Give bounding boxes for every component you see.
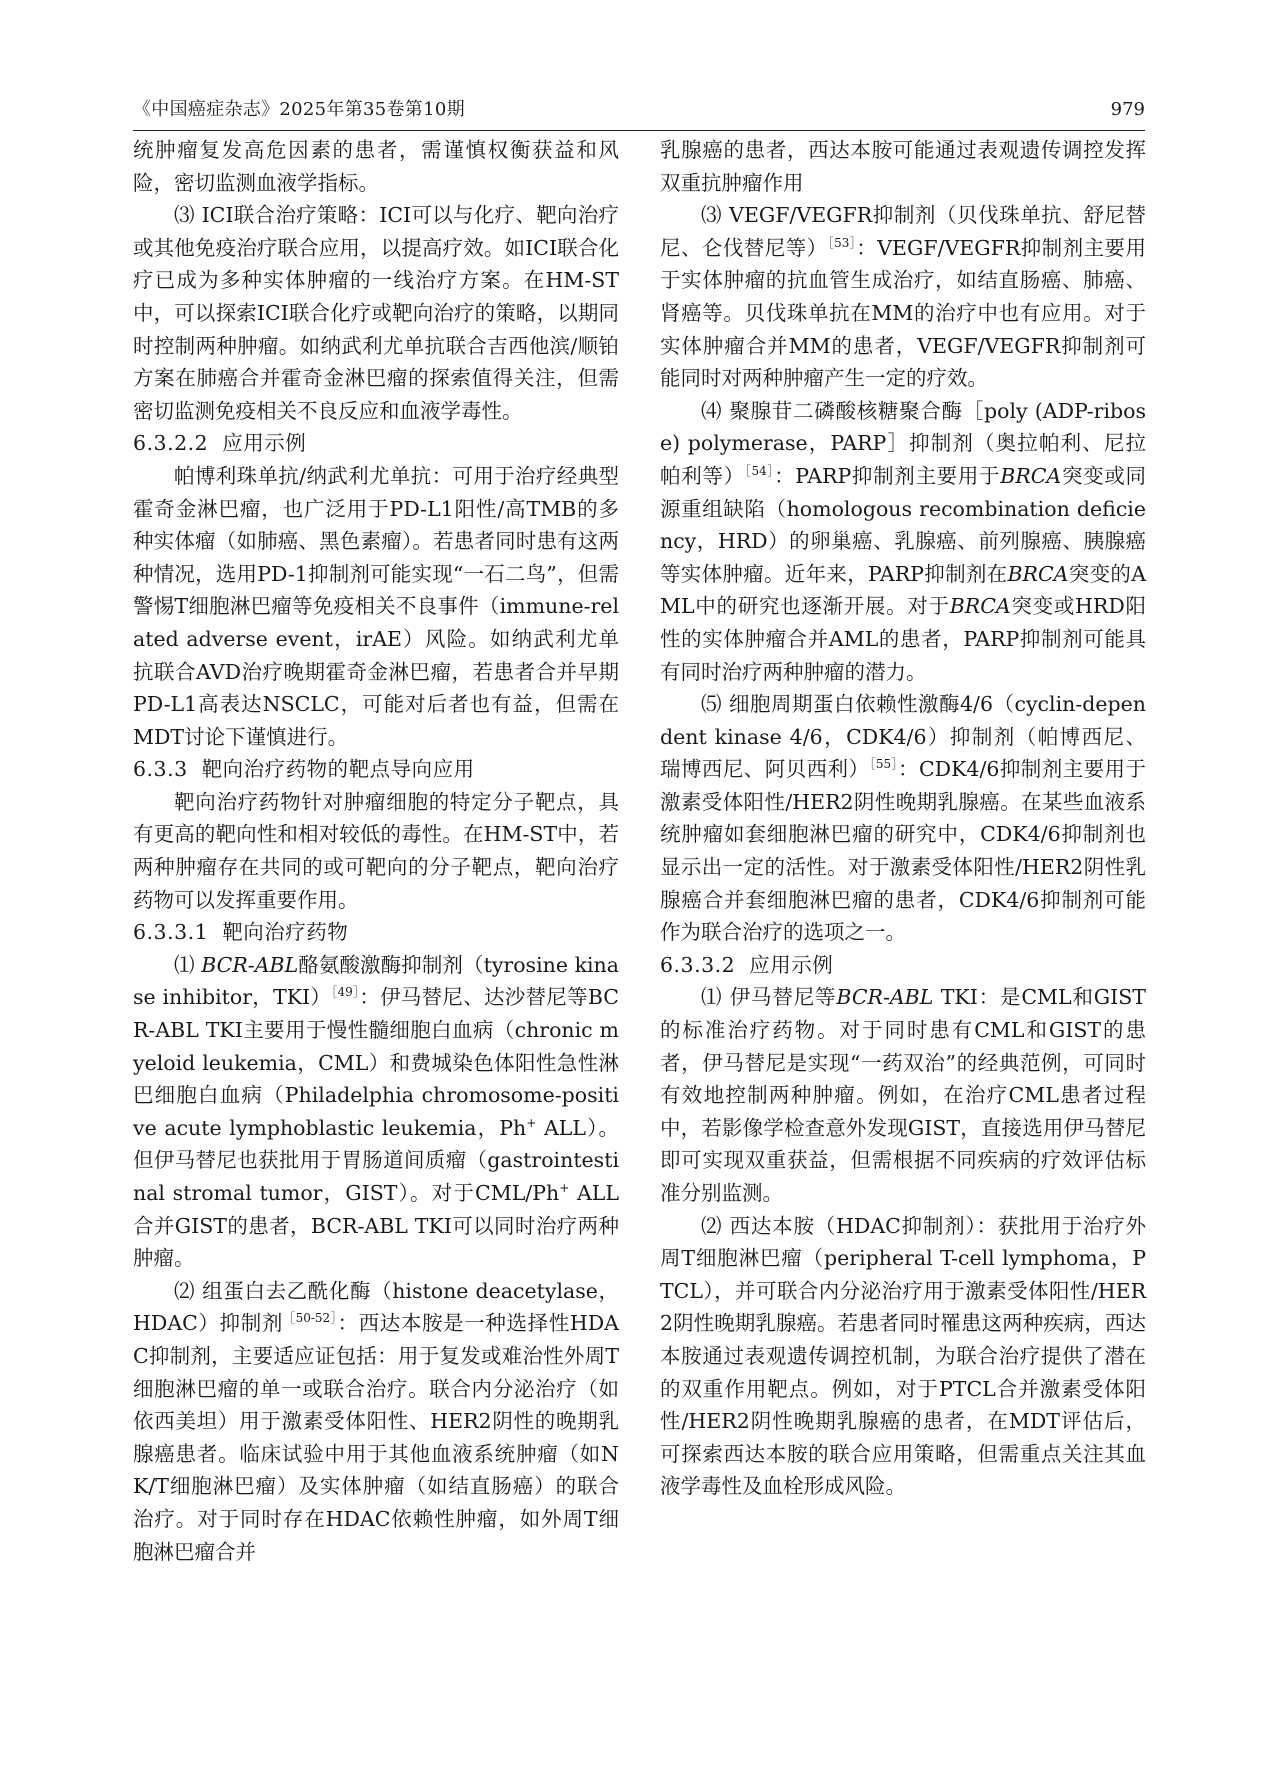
text-run: ：CDK4/6抑制剂主要用于激素受体阳性/HER2阴性晚期乳腺癌。在某些血液系统肿瘤如套细胞淋巴瘤的研究中，CDK4/6抑制剂也显示出一定的活性。对于激素受体阳性/HER2阴性乳腺癌合并套细胞淋巴瘤的患者，CDK4/6抑制剂可能作为联合治疗的选项之一。 (660, 757, 1146, 945)
paragraph: 靶向治疗药物针对肿瘤细胞的特定分子靶点，具有更高的靶向性和相对较低的毒性。在HM-ST中，若两种肿瘤存在共同的或可靶向的分子靶点，靶向治疗药物可以发挥重要作用。 (133, 789, 619, 912)
text-run: 突变或同源重组缺陷（homologous recombination deficiency，HRD）的卵巢癌、乳腺癌、前列腺癌、胰腺癌等实体肿瘤。近年来，PARP抑制剂在 (660, 463, 1147, 586)
text-run: 突变或HRD阳性的实体肿瘤合并AML的患者，PARP抑制剂可能具有同时治疗两种肿瘤的潜力。 (660, 594, 1146, 684)
text-run: ：VEGF/VEGFR抑制剂主要用于实体肿瘤的抗血管生成治疗，如结直肠癌、肺癌、肾癌等。贝伐珠单抗在MM的治疗中也有应用。对于实体肿瘤合并MM的患者，VEGF/VEGFR抑制剂可能同时对两种肿瘤产生一定的疗效。 (660, 235, 1146, 391)
section-title: 应用示例 (749, 952, 834, 977)
paragraph (133, 949, 619, 1275)
text-run: ：伊马替尼、达沙替尼等BCR-ABL TKI主要用于慢性髓细胞白血病（chronic myeloid leukemia，CML）和费城染色体阳性急性淋巴细胞白血病（Philadelphia chromosome-positive acute lymphoblastic leukemia，Ph (133, 985, 619, 1140)
left-column (133, 134, 619, 1568)
section-heading (133, 916, 619, 949)
paragraph (660, 981, 1146, 1209)
citation-superscript: ［49］ (331, 985, 360, 1000)
citation-superscript: ［50-52］ (282, 1311, 338, 1326)
text-run: TKI：是CML和GIST的标准治疗药物。对于同时患有CML和GIST的患者，伊马替尼是实现“一药双治”的经典范例，可同时有效地控制两种肿瘤。例如，在治疗CML患者过程中，若影像学检查意外发现GIST，直接选用伊马替尼即可实现双重获益，但需根据不同疾病的疗效评估标准分别监测。 (660, 985, 1146, 1205)
right-column (660, 134, 1146, 1503)
paragraph: 帕博利珠单抗/纳武利尤单抗：可用于治疗经典型霍奇金淋巴瘤，也广泛用于PD-L1阳性/高TMB的多种实体瘤（如肺癌、黑色素瘤）。若患者同时患有这两种情况，选用PD-1抑制剂可能实现“一石二鸟”，但需警惕T细胞淋巴瘤等免疫相关不良事件（immune-related adverse event，irAE）风险。如纳武利尤单抗联合AVD治疗晚期霍奇金淋巴瘤，若患者合并早期PD-L1高表达NSCLC，可能对后者也有益，但需在MDT讨论下谨慎进行。 (133, 463, 619, 749)
section-heading (133, 753, 619, 786)
citation-superscript: ［53］ (827, 235, 857, 250)
text-run: ⑷ 聚腺苷二磷酸核糖聚合酶［poly (ADP-ribose) polymerase，PARP］抑制剂（奥拉帕利、尼拉帕利等） (660, 398, 1146, 488)
text-run: ⑵ 组蛋白去乙酰化酶（histone deacetylase，HDAC）抑制剂 (133, 1278, 619, 1336)
section-number: 6.3.3.1 (133, 920, 209, 945)
section-title: 应用示例 (222, 431, 307, 456)
section-heading (660, 949, 1146, 982)
section-number: 6.3.3.2 (660, 952, 736, 977)
citation-superscript: + (526, 1115, 537, 1130)
text-run: 突变的AML中的研究也逐渐开展。对于 (660, 561, 1146, 619)
paragraph: ⑶ ICI联合治疗策略：ICI可以与化疗、靶向治疗或其他免疫治疗联合应用，以提高疗效。如ICI联合化疗已成为多种实体肿瘤的一线治疗方案。在HM-ST中，可以探索ICI联合化疗或靶向治疗的策略，以期同时控制两种肿瘤。如纳武利尤单抗联合吉西他滨/顺铂方案在肺癌合并霍奇金淋巴瘤的探索值得关注，但需密切监测免疫相关不良反应和血液学毒性。 (133, 203, 619, 423)
text-run: ALL）。但伊马替尼也获批用于胃肠道间质瘤（gastrointestinal stromal tumor，GIST）。对于CML/Ph (133, 1115, 619, 1205)
journal-title: 《中国癌症杂志》2025年第35卷第10期 (133, 99, 465, 120)
paragraph (660, 688, 1146, 949)
gene-name-italic: BRCA (949, 594, 1011, 619)
citation-superscript: ［54］ (744, 464, 775, 479)
section-heading (133, 427, 619, 460)
text-run: ⑸ 细胞周期蛋白依赖性激酶4/6（cyclin-dependent kinase 4/6，CDK4/6）抑制剂（帕博西尼、瑞博西尼、阿贝西利） (660, 692, 1146, 782)
gene-name-italic: BCR-ABL (836, 985, 934, 1010)
section-number: 6.3.3 (133, 757, 188, 782)
continued-paragraph: 统肿瘤复发高危因素的患者，需谨慎权衡获益和风险，密切监测血液学指标。 (133, 138, 619, 195)
gene-name-italic: BRCA (1000, 463, 1062, 488)
paragraph (133, 1275, 619, 1568)
citation-superscript: + (559, 1181, 570, 1196)
section-number: 6.3.2.2 (133, 431, 209, 456)
paragraph (660, 199, 1146, 395)
gene-name-italic: BCR-ABL (201, 952, 299, 977)
paragraph: ⑵ 西达本胺（HDAC抑制剂）：获批用于治疗外周T细胞淋巴瘤（peripheral T-cell lymphoma，PTCL），并可联合内分泌治疗用于激素受体阳性/HER2阴性晚期乳腺癌。若患者同时罹患这两种疾病，西达本胺通过表观遗传调控机制，为联合治疗提供了潜在的双重作用靶点。例如，对于PTCL合并激素受体阳性/HER2阴性晚期乳腺癌的患者，在MDT评估后，可探索西达本胺的联合应用策略，但需重点关注其血液学毒性及血栓形成风险。 (660, 1213, 1146, 1499)
text-run: 酪氨酸激酶抑制剂（tyrosine kinase inhibitor，TKI） (133, 952, 619, 1010)
text-run: ALL合并GIST的患者，BCR-ABL TKI可以同时治疗两种肿瘤。 (133, 1181, 619, 1271)
text-run: ⑴ (174, 952, 202, 977)
section-title: 靶向治疗药物 (222, 920, 349, 945)
page-number: 979 (1110, 99, 1145, 120)
gene-name-italic: BRCA (1007, 561, 1069, 586)
paragraph (660, 395, 1146, 688)
citation-superscript: ［55］ (869, 757, 899, 772)
text-run: ⑶ VEGF/VEGFR抑制剂（贝伐珠单抗、舒尼替尼、仑伐替尼等） (660, 203, 1146, 260)
continued-paragraph: 乳腺癌的患者，西达本胺可能通过表观遗传调控发挥双重抗肿瘤作用 (660, 138, 1146, 195)
text-run: ：西达本胺是一种选择性HDAC抑制剂，主要适应证包括：用于复发或难治性外周T细胞淋巴瘤的单一或联合治疗。联合内分泌治疗（如依西美坦）用于激素受体阳性、HER2阴性的晚期乳腺癌患者。临床试验中用于其他血液系统肿瘤（如NK/T细胞淋巴瘤）及实体肿瘤（如结直肠癌）的联合治疗。对于同时存在HDAC依赖性肿瘤，如外周T细胞淋巴瘤合并 (133, 1311, 619, 1564)
running-header (133, 96, 1145, 131)
text-run: ：PARP抑制剂主要用于 (774, 463, 1001, 488)
section-title: 靶向治疗药物的靶点导向应用 (201, 757, 475, 782)
text-run: ⑴ 伊马替尼等 (701, 985, 837, 1010)
